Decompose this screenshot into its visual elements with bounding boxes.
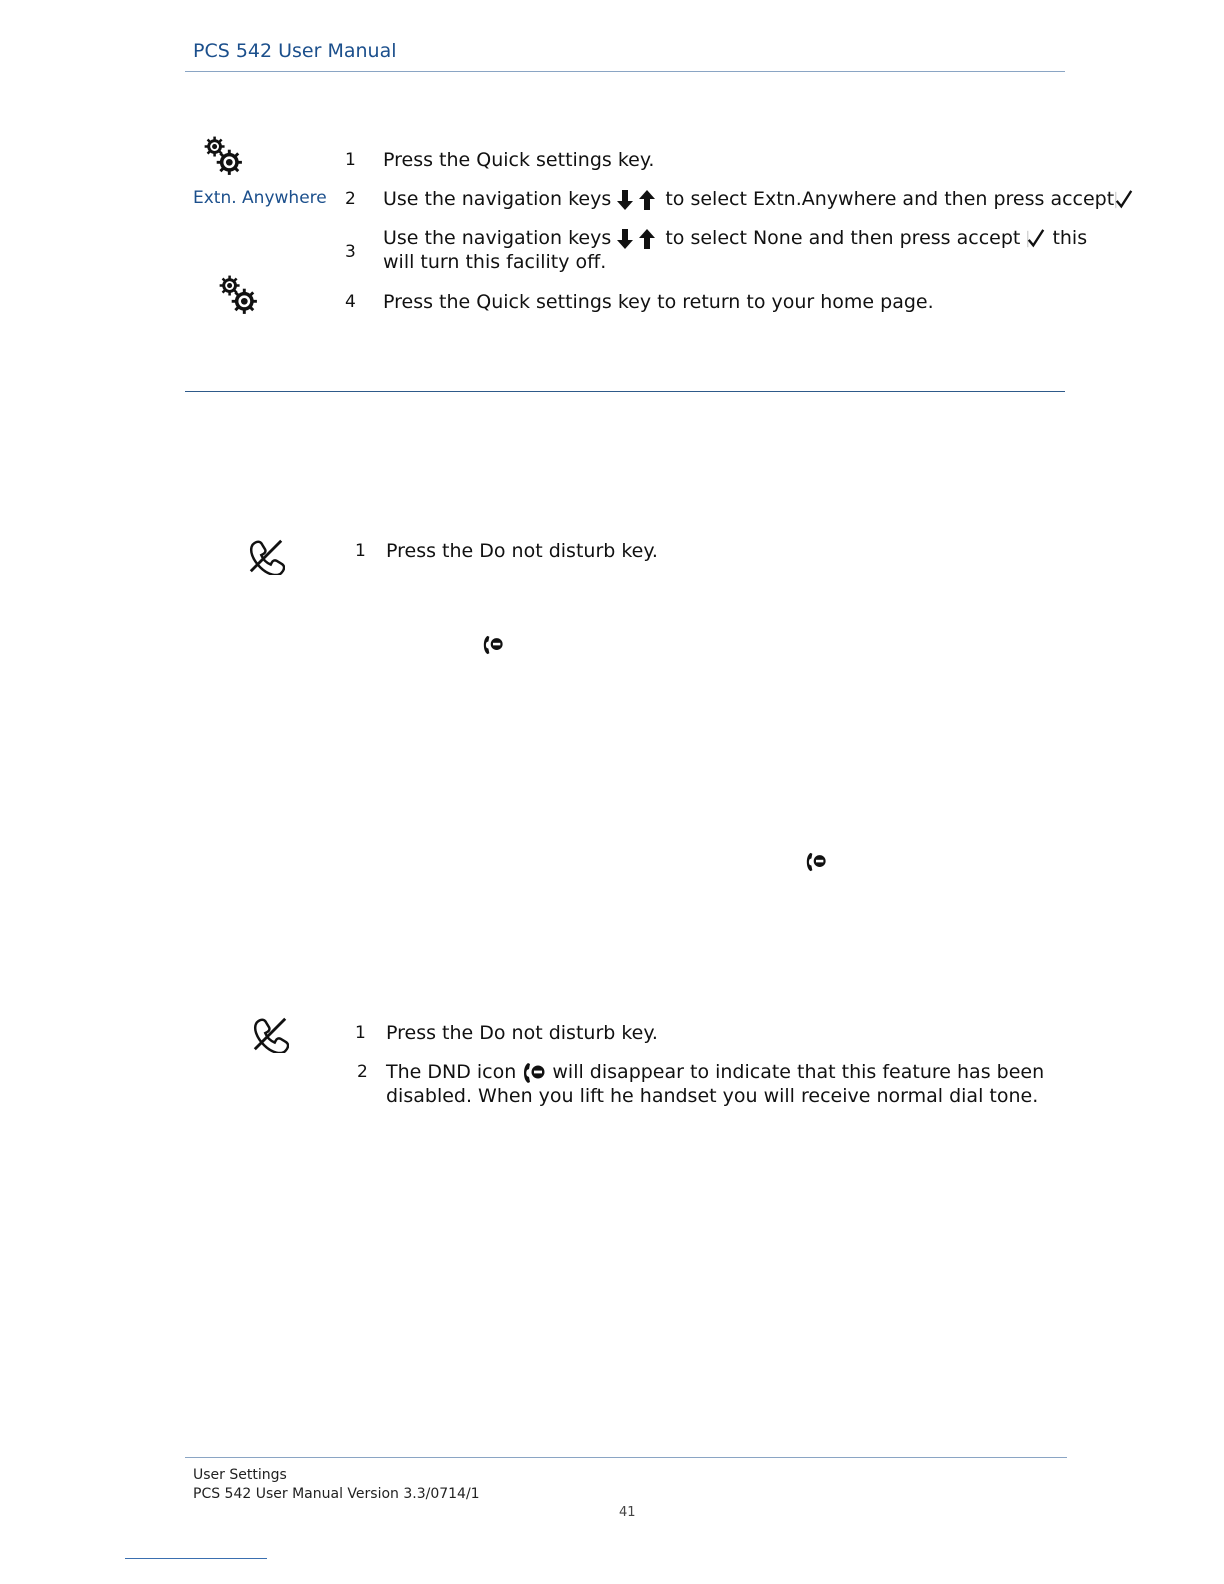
dnd-status-icon — [482, 634, 504, 656]
step-text: Press the Quick settings key. — [383, 149, 655, 171]
footer-version: PCS 542 User Manual Version 3.3/0714/1 — [193, 1486, 480, 1502]
page-header-title: PCS 542 User Manual — [193, 40, 397, 62]
step-text-part: to select Extn.Anywhere and then press accept — [665, 188, 1115, 210]
accept-check-icon — [1026, 227, 1046, 251]
footer-rule — [185, 1457, 1067, 1458]
navigation-arrows-icon — [617, 189, 659, 211]
step-text-part: to select None and then press accept — [665, 227, 1021, 249]
accept-check-icon — [1114, 188, 1134, 212]
quick-settings-gears-icon — [217, 274, 259, 316]
step-text-continued: disabled. When you lift he handset you will receive normal dial tone. — [386, 1085, 1039, 1107]
step-number: 1 — [355, 541, 366, 561]
step-number: 3 — [345, 242, 356, 262]
step-number: 2 — [345, 189, 356, 209]
step-text-part: this — [1052, 227, 1088, 249]
dnd-status-icon — [805, 851, 827, 873]
page-number: 41 — [619, 1505, 636, 1520]
step-text-part: Use the navigation keys — [383, 188, 612, 210]
step-number: 4 — [345, 292, 356, 312]
step-text-part: will disappear to indicate that this feature has been — [552, 1061, 1045, 1083]
step-number: 1 — [345, 150, 356, 170]
step-text — [386, 1060, 1044, 1085]
step-number: 2 — [357, 1062, 368, 1082]
do-not-disturb-key-icon — [251, 1015, 289, 1053]
step-text — [383, 226, 1087, 251]
step-text — [383, 187, 1134, 212]
footer-section-name: User Settings — [193, 1467, 287, 1483]
step-number: 1 — [355, 1023, 366, 1043]
navigation-arrows-icon — [617, 228, 659, 250]
dnd-status-icon — [522, 1061, 546, 1085]
section-divider — [185, 391, 1065, 392]
step-text: Press the Quick settings key to return to your home page. — [383, 291, 934, 313]
extn-anywhere-label: Extn. Anywhere — [193, 188, 327, 208]
step-text-part: Use the navigation keys — [383, 227, 612, 249]
footnote-rule — [125, 1558, 267, 1559]
do-not-disturb-key-icon — [247, 537, 285, 575]
header-rule — [185, 71, 1065, 72]
step-text: Press the Do not disturb key. — [386, 540, 658, 562]
step-text: Press the Do not disturb key. — [386, 1022, 658, 1044]
quick-settings-gears-icon — [202, 135, 244, 177]
step-text-continued: will turn this facility off. — [383, 251, 607, 273]
step-text-part: The DND icon — [386, 1061, 517, 1083]
